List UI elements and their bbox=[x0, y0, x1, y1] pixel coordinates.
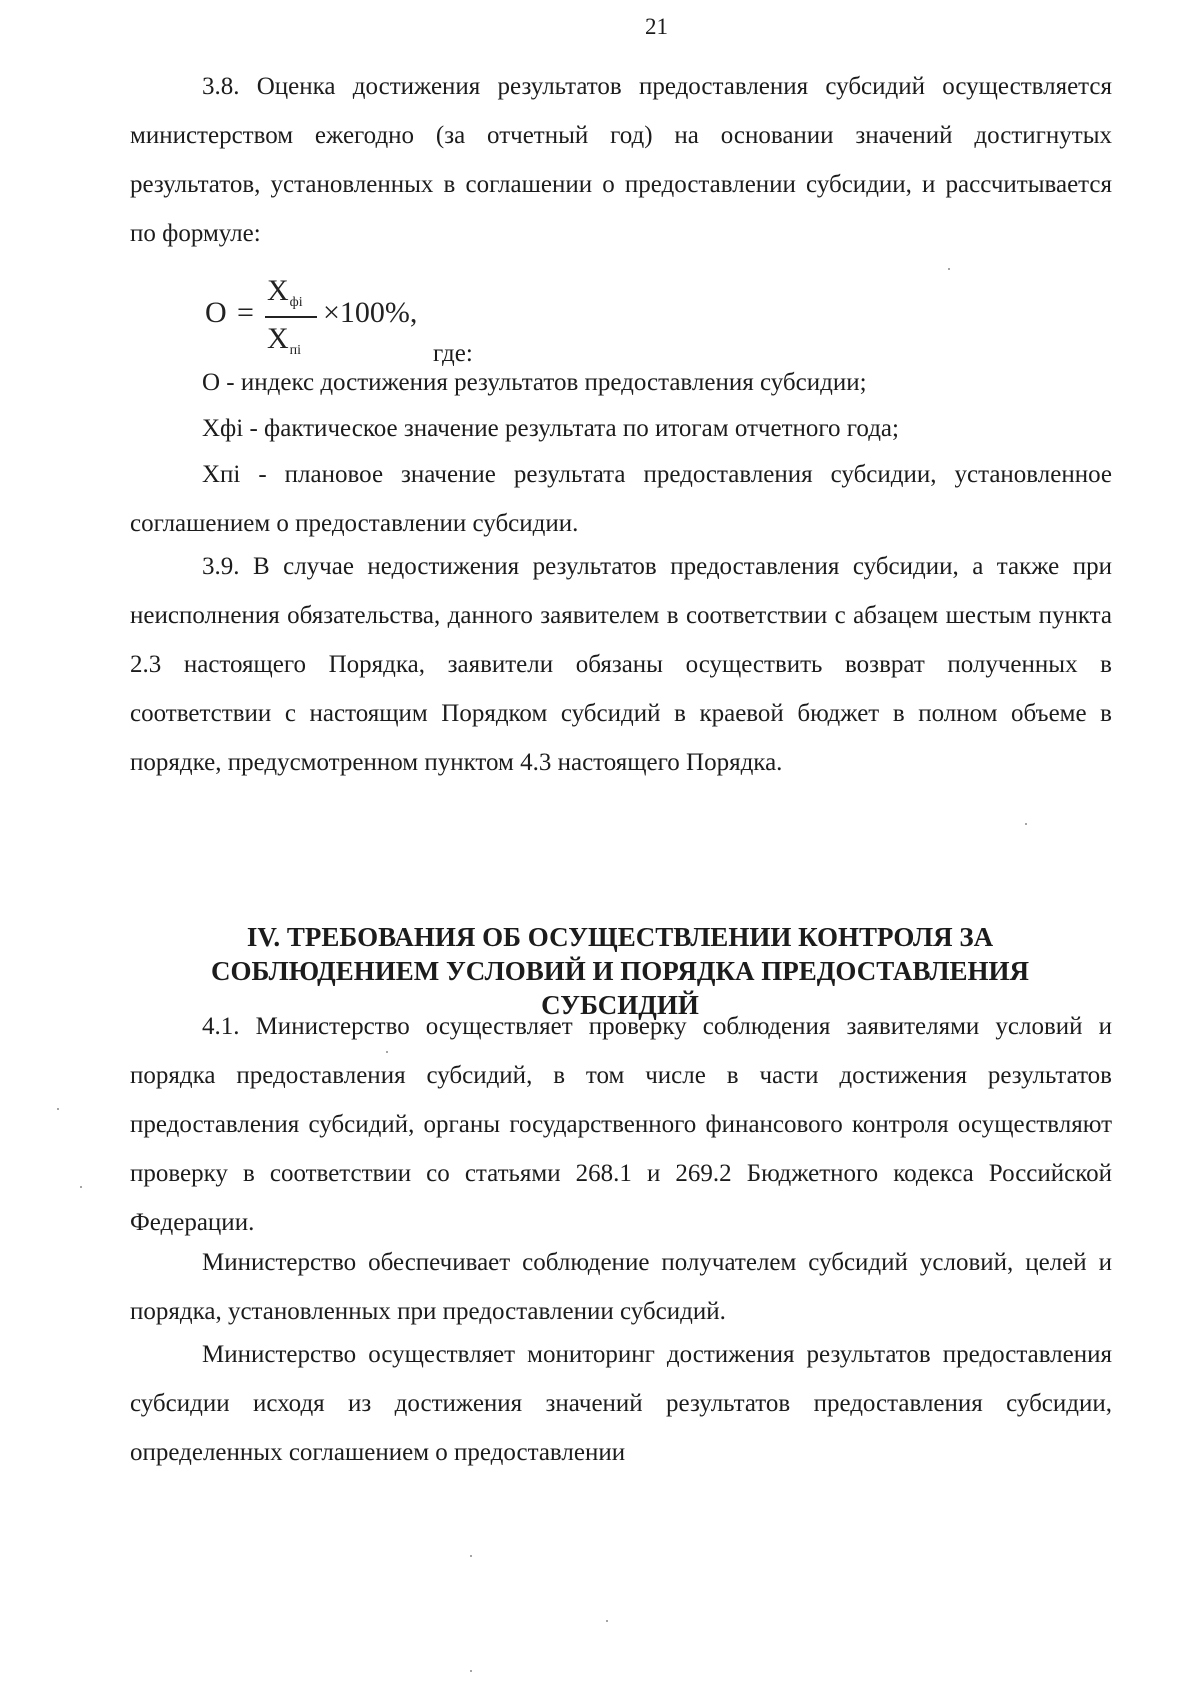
paragraph-4-1-c: Министерство осуществляет мониторинг достижения результатов предоставления субсидии исходя из достижения значений результатов предоставления субсидии, определенных соглашением о предоставлении bbox=[130, 1341, 1112, 1466]
definition-xf: Хфi - фактическое значение результата по итогам отчетного года; bbox=[202, 415, 899, 442]
denominator-subscript: пi bbox=[289, 343, 302, 358]
scan-speck bbox=[386, 1051, 388, 1053]
scan-speck bbox=[470, 1555, 472, 1557]
definition-xp: Хпi - плановое значение результата предоставления субсидии, установленное соглашением о предоставлении субсидии. bbox=[130, 461, 1112, 537]
formula-numerator bbox=[267, 274, 303, 311]
scan-speck bbox=[57, 1108, 59, 1110]
formula-denominator bbox=[267, 322, 301, 359]
scan-speck bbox=[948, 268, 950, 270]
numerator-variable: X bbox=[267, 274, 289, 307]
paragraph-4-1: 4.1. Министерство осуществляет проверку соблюдения заявителями условий и порядка предоставления субсидий, в том числе в части достижения результатов предоставления субсидий, органы государственного финансового контроля осуществляют проверку в соответствии со статьями 268.1 и 269.2 Бюджетного кодекса Российской Федерации. bbox=[130, 1013, 1112, 1236]
scan-speck bbox=[1025, 823, 1027, 825]
fraction-bar bbox=[265, 316, 317, 318]
page-number: 21 bbox=[645, 14, 668, 39]
formula-lhs: О bbox=[205, 296, 227, 329]
scan-speck bbox=[80, 1186, 82, 1188]
paragraph-3-9: 3.9. В случае недостижения результатов предоставления субсидии, а также при неисполнения обязательства, данного заявителем в соответствии с абзацем шестым пункта 2.3 настоящего Порядка, заявители обязаны осуществить возврат полученных в соответствии с настоящим Порядком субсидий в краевой бюджет в полном объеме в порядке, предусмотренном пунктом 4.3 настоящего Порядка. bbox=[130, 553, 1112, 776]
formula-equals: = bbox=[237, 296, 254, 329]
paragraph-3-8: 3.8. Оценка достижения результатов предоставления субсидий осуществляется министерством ежегодно (за отчетный год) на основании значений достигнутых результатов, установленных в соглашении о предоставлении субсидии, и рассчитывается по формуле: bbox=[130, 73, 1112, 247]
scan-speck bbox=[606, 1620, 608, 1622]
denominator-variable: X bbox=[267, 322, 289, 355]
section-heading: IV. ТРЕБОВАНИЯ ОБ ОСУЩЕСТВЛЕНИИ КОНТРОЛЯ ЗА СОБЛЮДЕНИЕМ УСЛОВИЙ И ПОРЯДКА ПРЕДОСТАВЛЕНИЯ СУБСИДИЙ bbox=[210, 922, 1029, 1020]
definition-o: О - индекс достижения результатов предоставления субсидии; bbox=[202, 369, 867, 396]
paragraph-4-1-b: Министерство обеспечивает соблюдение получателем субсидий условий, целей и порядка, установленных при предоставлении субсидий. bbox=[130, 1249, 1112, 1325]
formula-multiplier: ×100%, bbox=[323, 296, 418, 329]
formula-where: где: bbox=[433, 340, 473, 367]
numerator-subscript: фi bbox=[289, 295, 303, 310]
scan-speck bbox=[470, 1670, 472, 1672]
